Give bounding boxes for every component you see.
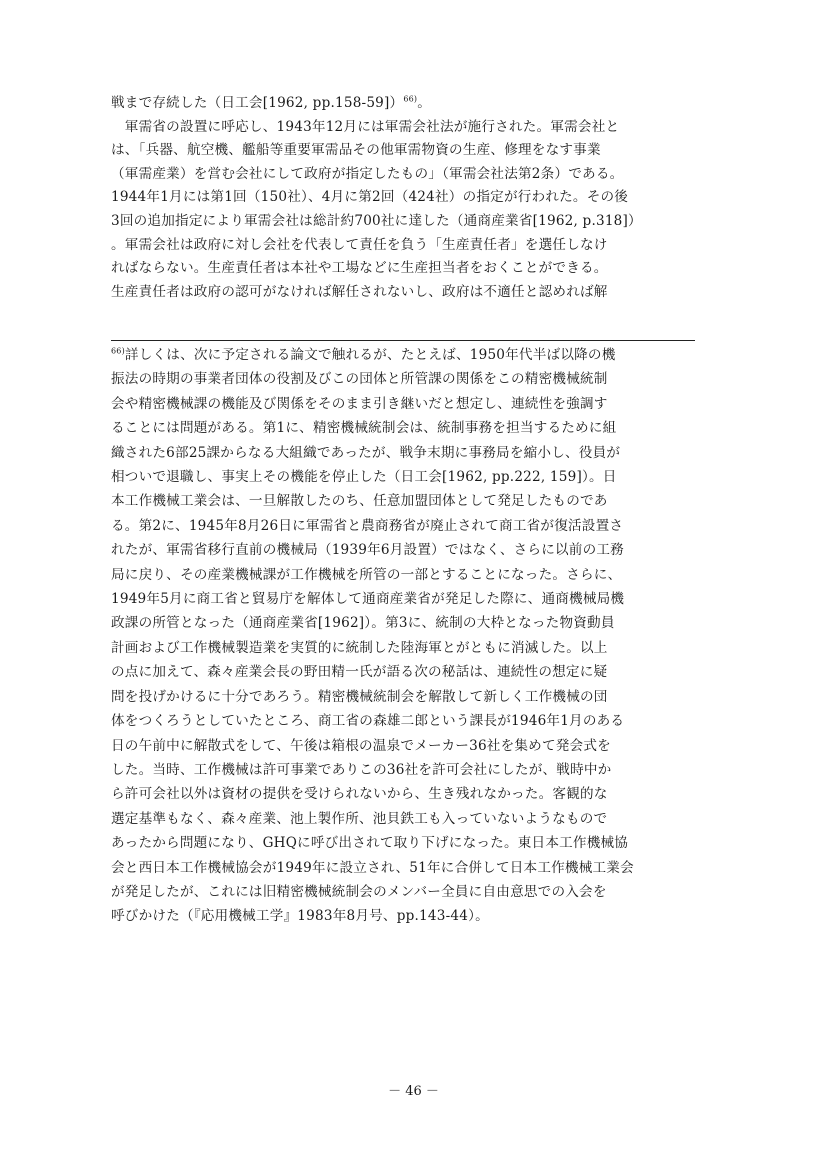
footnote-line: 呼びかけた（『応用機械工学』1983年8月号、pp.143-44）。 [111, 908, 489, 925]
body-line: ればならない。生産責任者は本社や工場などに生産担当者をおくことができる。 [111, 260, 608, 277]
footnote-line: が発足したが、これには旧精密機械統制会のメンバー全員に自由意思での入会を [111, 883, 607, 900]
footnote-line: 本工作機械工業会は、一旦解散したのち、任意加盟団体として発足したものであ [111, 493, 608, 510]
footnote-line: あったから問題になり、GHQに呼び出されて取り下げになった。東日本工作機械協 [111, 835, 629, 852]
footnote-line: 相ついで退職し、事実上その機能を停止した（日工会[1962, pp.222, 159]）。日 [111, 469, 617, 486]
footnote-line: 体をつくろうとしていたところ、商工省の森雄二郎という課長が1946年1月のある [111, 713, 625, 730]
footnote-line: の点に加えて、森々産業会長の野田精一氏が語る次の秘話は、連続性の想定に疑 [111, 664, 608, 681]
footnote-line: 政課の所管となった（通商産業省[1962]）。第3に、統制の大枠となった物資動員 [111, 615, 615, 632]
footnote-line: 局に戻り、その産業機械課が工作機械を所管の一部とすることになった。さらに、 [111, 566, 622, 583]
body-line: 1944年1月には第1回（150社）、4月に第2回（424社）の指定が行われた。その後 [111, 189, 629, 206]
footnote-divider [111, 340, 695, 341]
footnote-line: 振法の時期の事業者団体の役割及びこの団体と所管課の関係をこの精密機械統制 [111, 371, 608, 388]
body-line: 軍需省の設置に呼応し、1943年12月には軍需会社法が施行された。軍需会社と [111, 118, 620, 135]
footnote-marker: 66) [111, 346, 125, 356]
footnote-line: 計画および工作機械製造業を実質的に統制した陸海軍とがともに消滅した。以上 [111, 639, 608, 656]
footnote [111, 343, 711, 929]
footnote-line: 問を投げかけるに十分であろう。精密機械統制会を解散して新しく工作機械の団 [111, 688, 608, 705]
footnote-line: 日の午前中に解散式をして、午後は箱根の温泉でメーカー36社を集めて発会式を [111, 737, 611, 754]
footnote-line: 選定基準もなく、森々産業、池上製作所、池貝鉄工も入っていないようなもので [111, 810, 608, 827]
footnote-reference: 66) [403, 94, 418, 104]
main-text [111, 92, 711, 304]
footnote-line: 1949年5月に商工省と貿易庁を解体して通商産業省が発足した際に、通商機械局機 [111, 591, 625, 608]
body-line: 戦まで存続した（日工会[1962, pp.158-59]）$^{66)}$。 [111, 94, 432, 111]
body-line: 生産責任者は政府の認可がなければ解任されないし、政府は不適任と認めれば解 [111, 283, 608, 300]
footnote-line: 会や精密機械課の機能及び関係をそのまま引き継いだと想定し、連続性を強調す [111, 395, 608, 412]
footnote-line: $^{66)}$詳しくは、次に予定される論文で触れるが、たとえば、1950年代半ば以降の機 [111, 346, 616, 363]
footnote-line: ることには問題がある。第1に、精密機械統制会は、統制事務を担当するために組 [111, 420, 617, 437]
footnote-line: 織された6部25課からなる大組織であったが、戦争末期に事務局を縮小し、役員が [111, 444, 621, 461]
body-line: は、「兵器、航空機、艦船等重要軍需品その他軍需物資の生産、修理をなす事業 [111, 142, 601, 159]
footnote-line: る。第2に、1945年8月26日に軍需省と農商務省が廃止されて商工省が復活設置さ [111, 517, 624, 534]
body-line: 。軍需会社は政府に対し会社を代表して責任を負う「生産責任者」を選任しなけ [111, 236, 608, 253]
footnote-line: した。当時、工作機械は許可事業でありこの36社を許可会社にしたが、戦時中か [111, 761, 612, 778]
body-line: 3回の追加指定により軍需会社は総計約700社に達した（通商産業省[1962, p.318]） [111, 212, 642, 229]
page-number: － 46 － [388, 1084, 439, 1099]
footnote-line: れたが、軍需省移行直前の機械局（1939年6月設置）ではなく、さらに以前の工務 [111, 542, 624, 559]
footnote-line: ら許可会社以外は資材の提供を受けられないから、生き残れなかった。客観的な [111, 786, 608, 803]
body-line: （軍需産業）を営む会社にして政府が指定したもの」（軍需会社法第2条）である。 [111, 165, 624, 182]
footnote-line: 会と西日本工作機械協会が1949年に設立され、51年に合併して日本工作機械工業会 [111, 859, 634, 876]
